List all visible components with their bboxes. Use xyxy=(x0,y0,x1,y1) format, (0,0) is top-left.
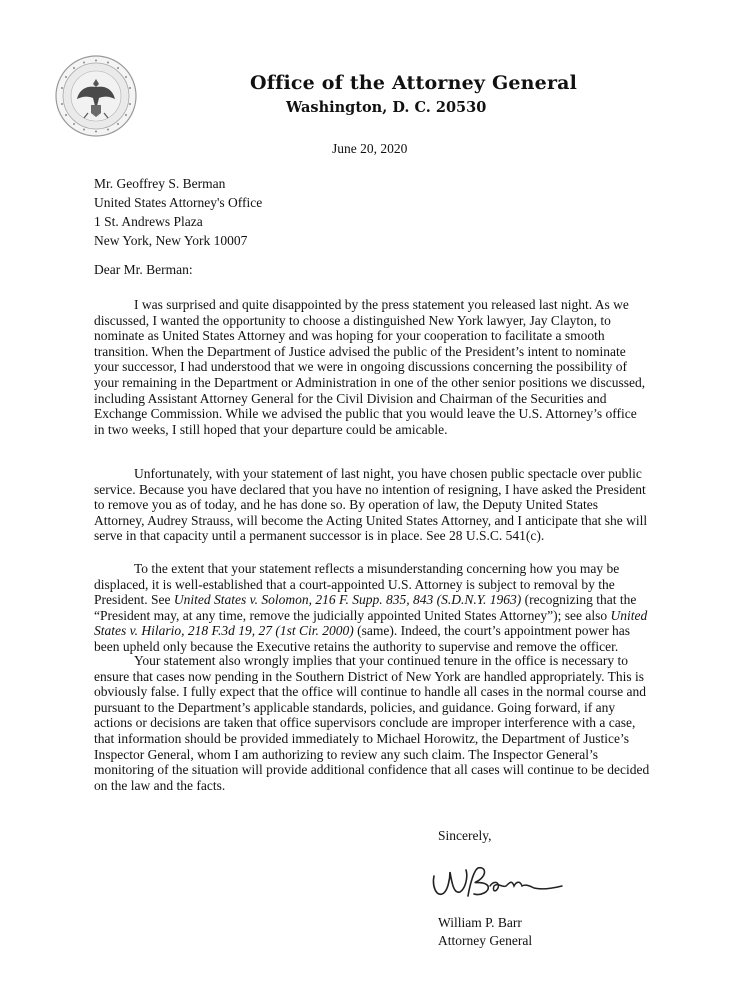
letterhead-subtitle: Washington, D. C. 20530 xyxy=(286,99,487,116)
signer-title: Attorney General xyxy=(438,933,533,948)
signer-block xyxy=(438,914,532,950)
closing: Sincerely, xyxy=(438,828,492,843)
paragraph-4: Your statement also wrongly implies that your continued tenure in the office is necessary to ensure that cases now pending in the Southern District of New York are handled appropriately. This is obviously false. I fully expect that the office will continue to handle all cases in the normal course and pursuant to the Department’s applicable standards, policies, and guidance. Going forward, if any actions or decisions are taken that office supervisors conclude are improper interference with a case, that information should be provided immediately to Michael Horowitz, the Department of Justice’s Inspector General, whom I am authorizing to review any such claim. The Inspector General’s monitoring of the situation will provide additional confidence that all cases will continue to be decided on the law and the facts. xyxy=(94,653,650,793)
recipient-city: New York, New York 10007 xyxy=(94,233,248,248)
case-citation-hilario: United States v. Hilario, 218 F.3d 19, 27 (1st Cir. 2000) xyxy=(94,607,648,639)
letter-date: June 20, 2020 xyxy=(332,141,408,156)
paragraph-3 xyxy=(94,561,650,655)
paragraph-3-text-c: (same). Indeed, the court’s appointment power has been upheld only because the Executive retains the authority to supervise and remove the officer. xyxy=(94,623,631,654)
recipient-name: Mr. Geoffrey S. Berman xyxy=(94,176,226,191)
paragraph-3-text-b: (recognizing that the “President may, at any time, remove the judicially appointed United States Attorney”); see also xyxy=(94,592,637,623)
handwritten-signature xyxy=(428,858,568,906)
letterhead-title: Office of the Attorney General xyxy=(250,72,578,94)
paragraph-2: Unfortunately, with your statement of last night, you have chosen public spectacle over public service. Because you have declared that you have no intention of resigning, I have asked the President to remove you as of today, and he has done so. By operation of law, the Deputy United States Attorney, Audrey Strauss, will become the Acting United States Attorney, and I anticipate that she will serve in that capacity until a permanent successor is in place. See 28 U.S.C. 541(c). xyxy=(94,466,648,544)
paragraph-3-text-a: To the extent that your statement reflects a misunderstanding concerning how you may be displaced, it is well-established that a court-appointed U.S. Attorney is subject to removal by the President. See xyxy=(94,561,620,608)
recipient-street: 1 St. Andrews Plaza xyxy=(94,214,203,229)
recipient-office: United States Attorney's Office xyxy=(94,195,263,210)
paragraph-1: I was surprised and quite disappointed by the press statement you released last night. As we discussed, I wanted the opportunity to choose a distinguished New York lawyer, Jay Clayton, to nominate as United States Attorney and was hoping for your cooperation to facilitate a smooth transition. When the Department of Justice advised the public of the President’s intent to nominate your successor, I had understood that we were in ongoing discussions concerning the possibility of your remaining in the Department or Administration in one of the other senior positions we discussed, including Assistant Attorney General for the Civil Division and Chairman of the Securities and Exchange Commission. While we advised the public that you would leave the U.S. Attorney’s office in two weeks, I still hoped that your departure could be amicable. xyxy=(94,297,646,437)
salutation: Dear Mr. Berman: xyxy=(94,262,193,277)
department-of-justice-seal-icon xyxy=(55,55,137,137)
signer-name: William P. Barr xyxy=(438,915,522,930)
recipient-address xyxy=(94,174,262,250)
case-citation-solomon: United States v. Solomon, 216 F. Supp. 835, 843 (S.D.N.Y. 1963) xyxy=(173,592,522,608)
